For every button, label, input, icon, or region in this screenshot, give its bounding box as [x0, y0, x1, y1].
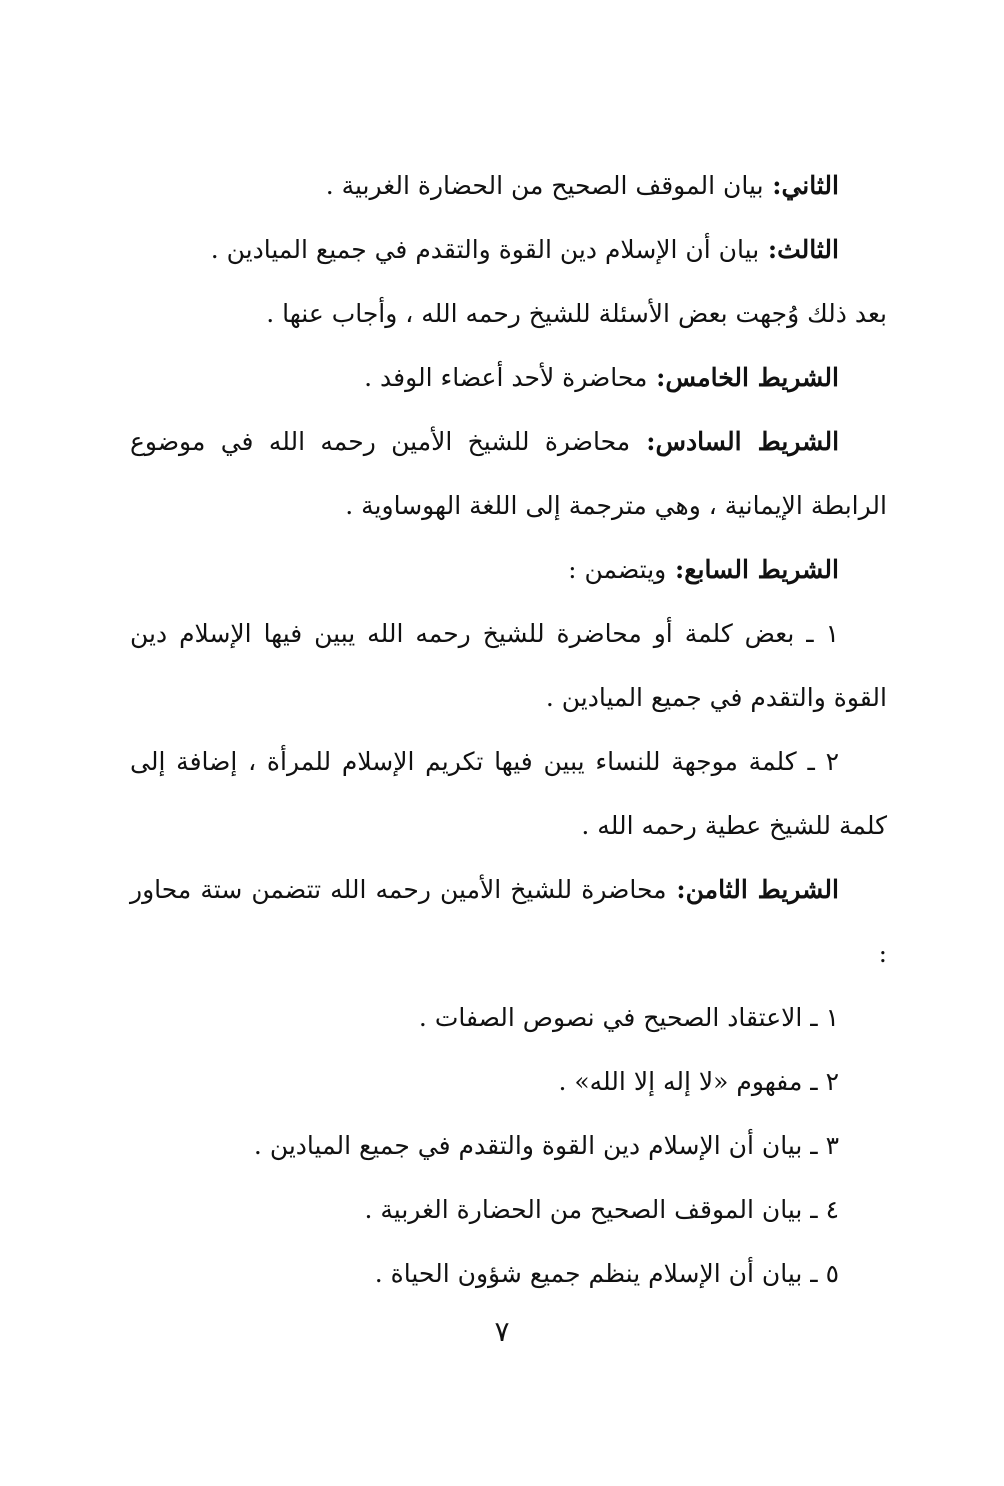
- paragraph-label: الشريط السابع: [684, 555, 839, 584]
- list-item: [130, 730, 887, 858]
- list-item-text: ٢ ـ مفهوم «لا إله إلا الله» .: [558, 1067, 839, 1096]
- list-item: [130, 986, 887, 1050]
- paragraph-label: الشريط السادس: [655, 427, 840, 456]
- list-item: [130, 602, 887, 730]
- list-item-text: ٥ ـ بيان أن الإسلام ينظم جميع شؤون الحياة .: [374, 1259, 839, 1288]
- paragraph-text: ويتضمن :: [568, 555, 667, 584]
- paragraph-tape-five: [130, 346, 887, 410]
- label-separator: :: [647, 363, 666, 392]
- label-separator: :: [630, 427, 656, 456]
- paragraph-tape-seven: [130, 538, 887, 602]
- list-item-text: ٣ ـ بيان أن الإسلام دين القوة والتقدم في جميع الميادين .: [253, 1131, 839, 1160]
- label-separator: :: [759, 235, 778, 264]
- list-item: [130, 1050, 887, 1114]
- paragraph-label: الثالث: [777, 235, 839, 264]
- list-item-text: ١ ـ الاعتقاد الصحيح في نصوص الصفات .: [418, 1003, 839, 1032]
- paragraph-text: بيان الموقف الصحيح من الحضارة الغربية .: [325, 171, 764, 200]
- paragraph-tape-six: [130, 410, 887, 538]
- paragraph-text: محاضرة للشيخ الأمين رحمه الله في موضوع الرابطة الإيمانية ، وهي مترجمة إلى اللغة الهوساوية .: [130, 427, 887, 520]
- paragraph-label: الشريط الثامن: [685, 875, 839, 904]
- list-item: [130, 1178, 887, 1242]
- paragraph-text: محاضرة لأحد أعضاء الوفد .: [364, 363, 648, 392]
- paragraph-label: الشريط الخامس: [665, 363, 839, 392]
- paragraph-second-topic: [130, 154, 887, 218]
- paragraph-tape-eight: [130, 858, 887, 986]
- label-separator: :: [666, 875, 686, 904]
- list-item-text: ١ ـ بعض كلمة أو محاضرة للشيخ رحمه الله يبين فيها الإسلام دين القوة والتقدم في جميع الميادين .: [130, 619, 887, 712]
- body-text: [130, 154, 887, 1306]
- list-item-text: ٢ ـ كلمة موجهة للنساء يبين فيها تكريم الإسلام للمرأة ، إضافة إلى كلمة للشيخ عطية رحمه الله .: [130, 747, 887, 840]
- list-item: [130, 1114, 887, 1178]
- paragraph-text: بيان أن الإسلام دين القوة والتقدم في جميع الميادين .: [210, 235, 760, 264]
- label-separator: :: [666, 555, 685, 584]
- paragraph-label: الثاني: [781, 171, 839, 200]
- list-item: [130, 1242, 887, 1306]
- list-item-text: ٤ ـ بيان الموقف الصحيح من الحضارة الغربية .: [364, 1195, 839, 1224]
- paragraph-text: محاضرة للشيخ الأمين رحمه الله تتضمن ستة محاور :: [130, 875, 887, 968]
- label-separator: :: [763, 171, 782, 200]
- paragraph-third-topic: [130, 218, 887, 282]
- paragraph-questions-note: [130, 282, 887, 346]
- paragraph-text: بعد ذلك وُجهت بعض الأسئلة للشيخ رحمه الله ، وأجاب عنها .: [266, 299, 887, 328]
- page-number: ٧: [494, 1315, 510, 1348]
